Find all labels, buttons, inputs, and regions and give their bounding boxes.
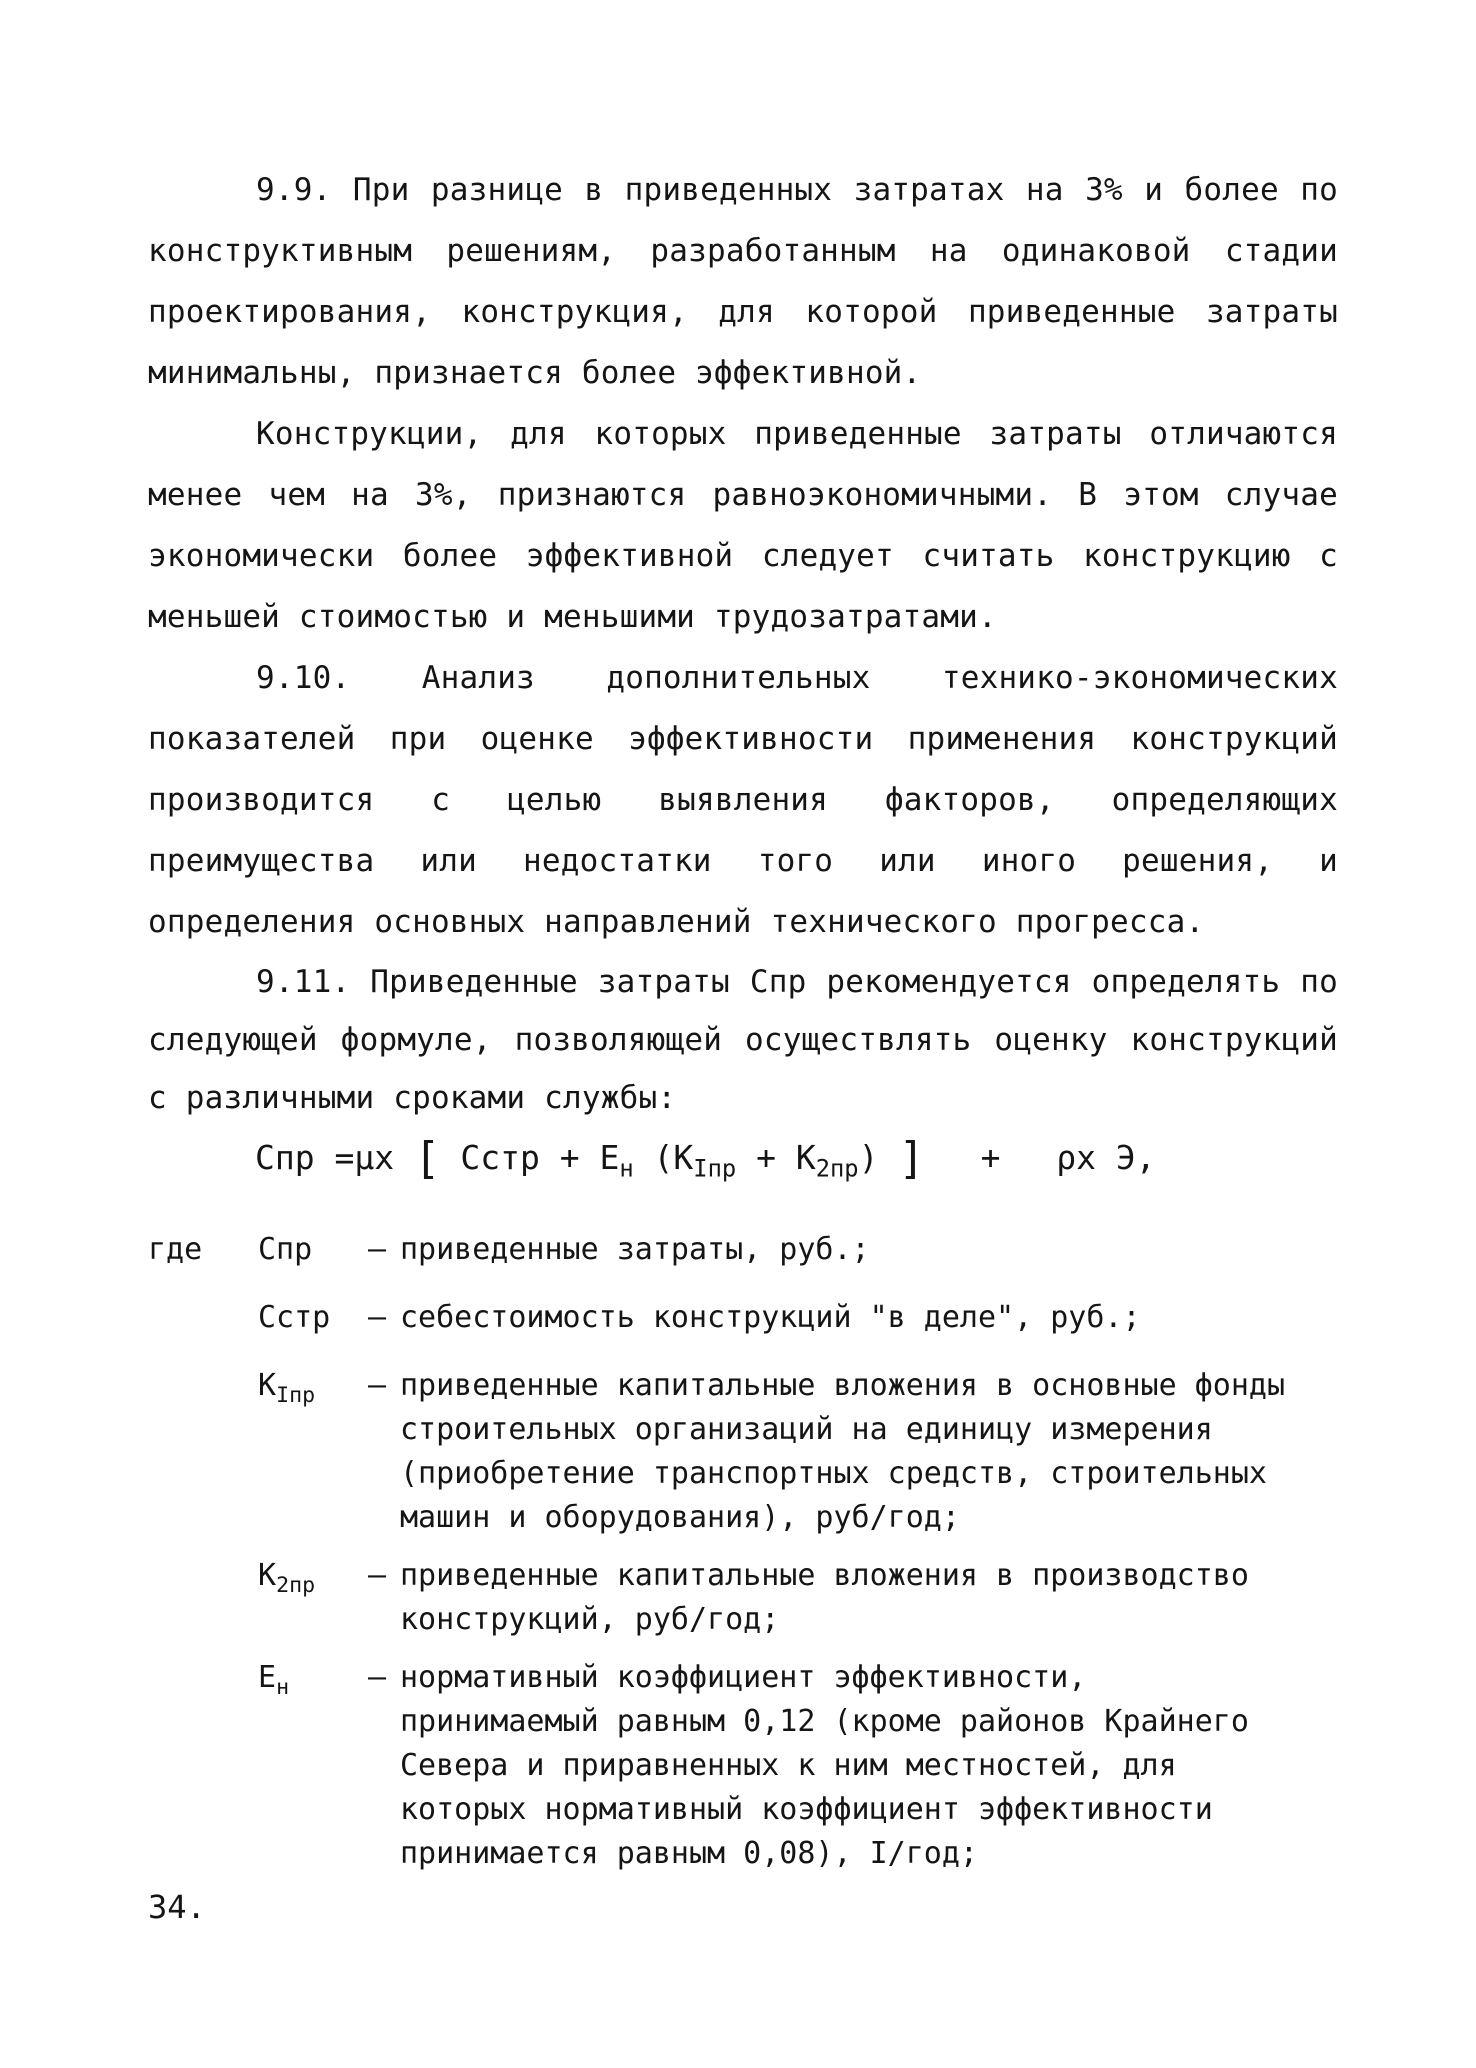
definition-text: приведенные капитальные вложения в основные фонды строительных организаций на единицу измерения (приобретение транспортных средств, строительных машин и оборудования), руб/год;	[400, 1367, 1286, 1535]
formula-k2: К	[795, 1138, 816, 1177]
definition-row	[148, 1656, 1348, 1876]
definition-text: нормативный коэффициент эффективности, принимаемый равным 0,12 (кроме районов Крайнего Севера и приравненных к ним местностей, для которых нормативный коэффициент эффективности принимается равным 0,08), I/год;	[400, 1659, 1249, 1871]
reduced-costs-formula	[255, 1130, 1156, 1197]
formula-en: Е	[599, 1138, 620, 1177]
formula-lhs: Спр	[255, 1138, 315, 1177]
body-text	[148, 160, 1338, 1127]
definition-dash: –	[368, 1232, 387, 1267]
definition-row	[148, 1296, 1348, 1350]
formula-times: x	[1076, 1138, 1096, 1177]
definition-symbol: $К_{2пр}$	[258, 1557, 316, 1598]
paragraph-9-9: 9.9. При разнице в приведенных затратах на 3% и более по конструктивным решениям, разработанным на одинаковой стадии проектирования, конструкция, для которой приведенные затраты минимальны, признается более эффективной.	[148, 172, 1338, 391]
formula-plus: +	[756, 1138, 776, 1177]
definitions-lead-word: где	[148, 1232, 203, 1267]
definition-symbol: Сстр	[258, 1299, 331, 1335]
formula-k2-subscript: 2пр	[815, 1154, 859, 1183]
definition-lead-spacer	[148, 1364, 258, 1540]
formula-rho: ρ	[1056, 1138, 1077, 1177]
formula-times: x	[374, 1138, 395, 1177]
formula-left-bracket: [	[413, 1133, 441, 1184]
definition-symbol: $К_{Iпр}$	[258, 1367, 316, 1408]
definition-dash: –	[368, 1659, 387, 1695]
formula-k1-subscript: Iпр	[693, 1154, 737, 1183]
symbol-definitions	[148, 1228, 1348, 1890]
page-number: 34.	[148, 1888, 206, 1926]
formula-left-paren: (	[653, 1138, 674, 1177]
formula-plus: +	[559, 1138, 580, 1177]
formula-equals: =	[334, 1138, 355, 1177]
formula-plus: +	[980, 1138, 1001, 1177]
definition-dash: –	[368, 1557, 387, 1593]
definition-row	[148, 1554, 1348, 1642]
definition-lead-spacer	[148, 1554, 258, 1642]
formula-cstr: Сстр	[460, 1138, 540, 1177]
formula-right-paren: )	[858, 1138, 879, 1177]
formula-e-term: Э,	[1115, 1138, 1156, 1177]
paragraph-equal-economy: Конструкции, для которых приведенные затраты отличаются менее чем на 3%, признаются равноэкономичными. В этом случае экономически более эффективной следует считать конструкцию с меньшей стоимостью и меньшими трудозатратами.	[148, 416, 1338, 635]
definition-lead-spacer	[148, 1656, 258, 1876]
definition-text: приведенные затраты, руб.;	[400, 1232, 870, 1267]
definition-lead-spacer	[148, 1296, 258, 1350]
formula-en-subscript: н	[619, 1154, 634, 1183]
formula-right-bracket: ]	[898, 1133, 925, 1184]
definition-row	[148, 1228, 1348, 1282]
formula-k1: К	[673, 1138, 694, 1177]
definition-row	[148, 1364, 1348, 1540]
definition-symbol: $Е_н$	[258, 1659, 290, 1700]
definition-text: себестоимость конструкций "в деле", руб.;	[400, 1299, 1141, 1335]
definition-dash: –	[368, 1299, 387, 1335]
paragraph-9-10: 9.10. Анализ дополнительных технико-экономических показателей при оценке эффективности применения конструкций производится с целью выявления факторов, определяющих преимущества или недостатки того или иного решения, и определения основных направлений технического прогресса.	[148, 660, 1338, 940]
formula-mu: μ	[354, 1138, 375, 1177]
paragraph-9-11: 9.11. Приведенные затраты Спр рекомендуется определять по следующей формуле, позволяющей осуществлять оценку конструкций с различными сроками службы:	[148, 964, 1338, 1116]
definition-text: приведенные капитальные вложения в производство конструкций, руб/год;	[400, 1557, 1249, 1637]
definition-dash: –	[368, 1367, 387, 1403]
definition-symbol: Спр	[258, 1232, 313, 1267]
